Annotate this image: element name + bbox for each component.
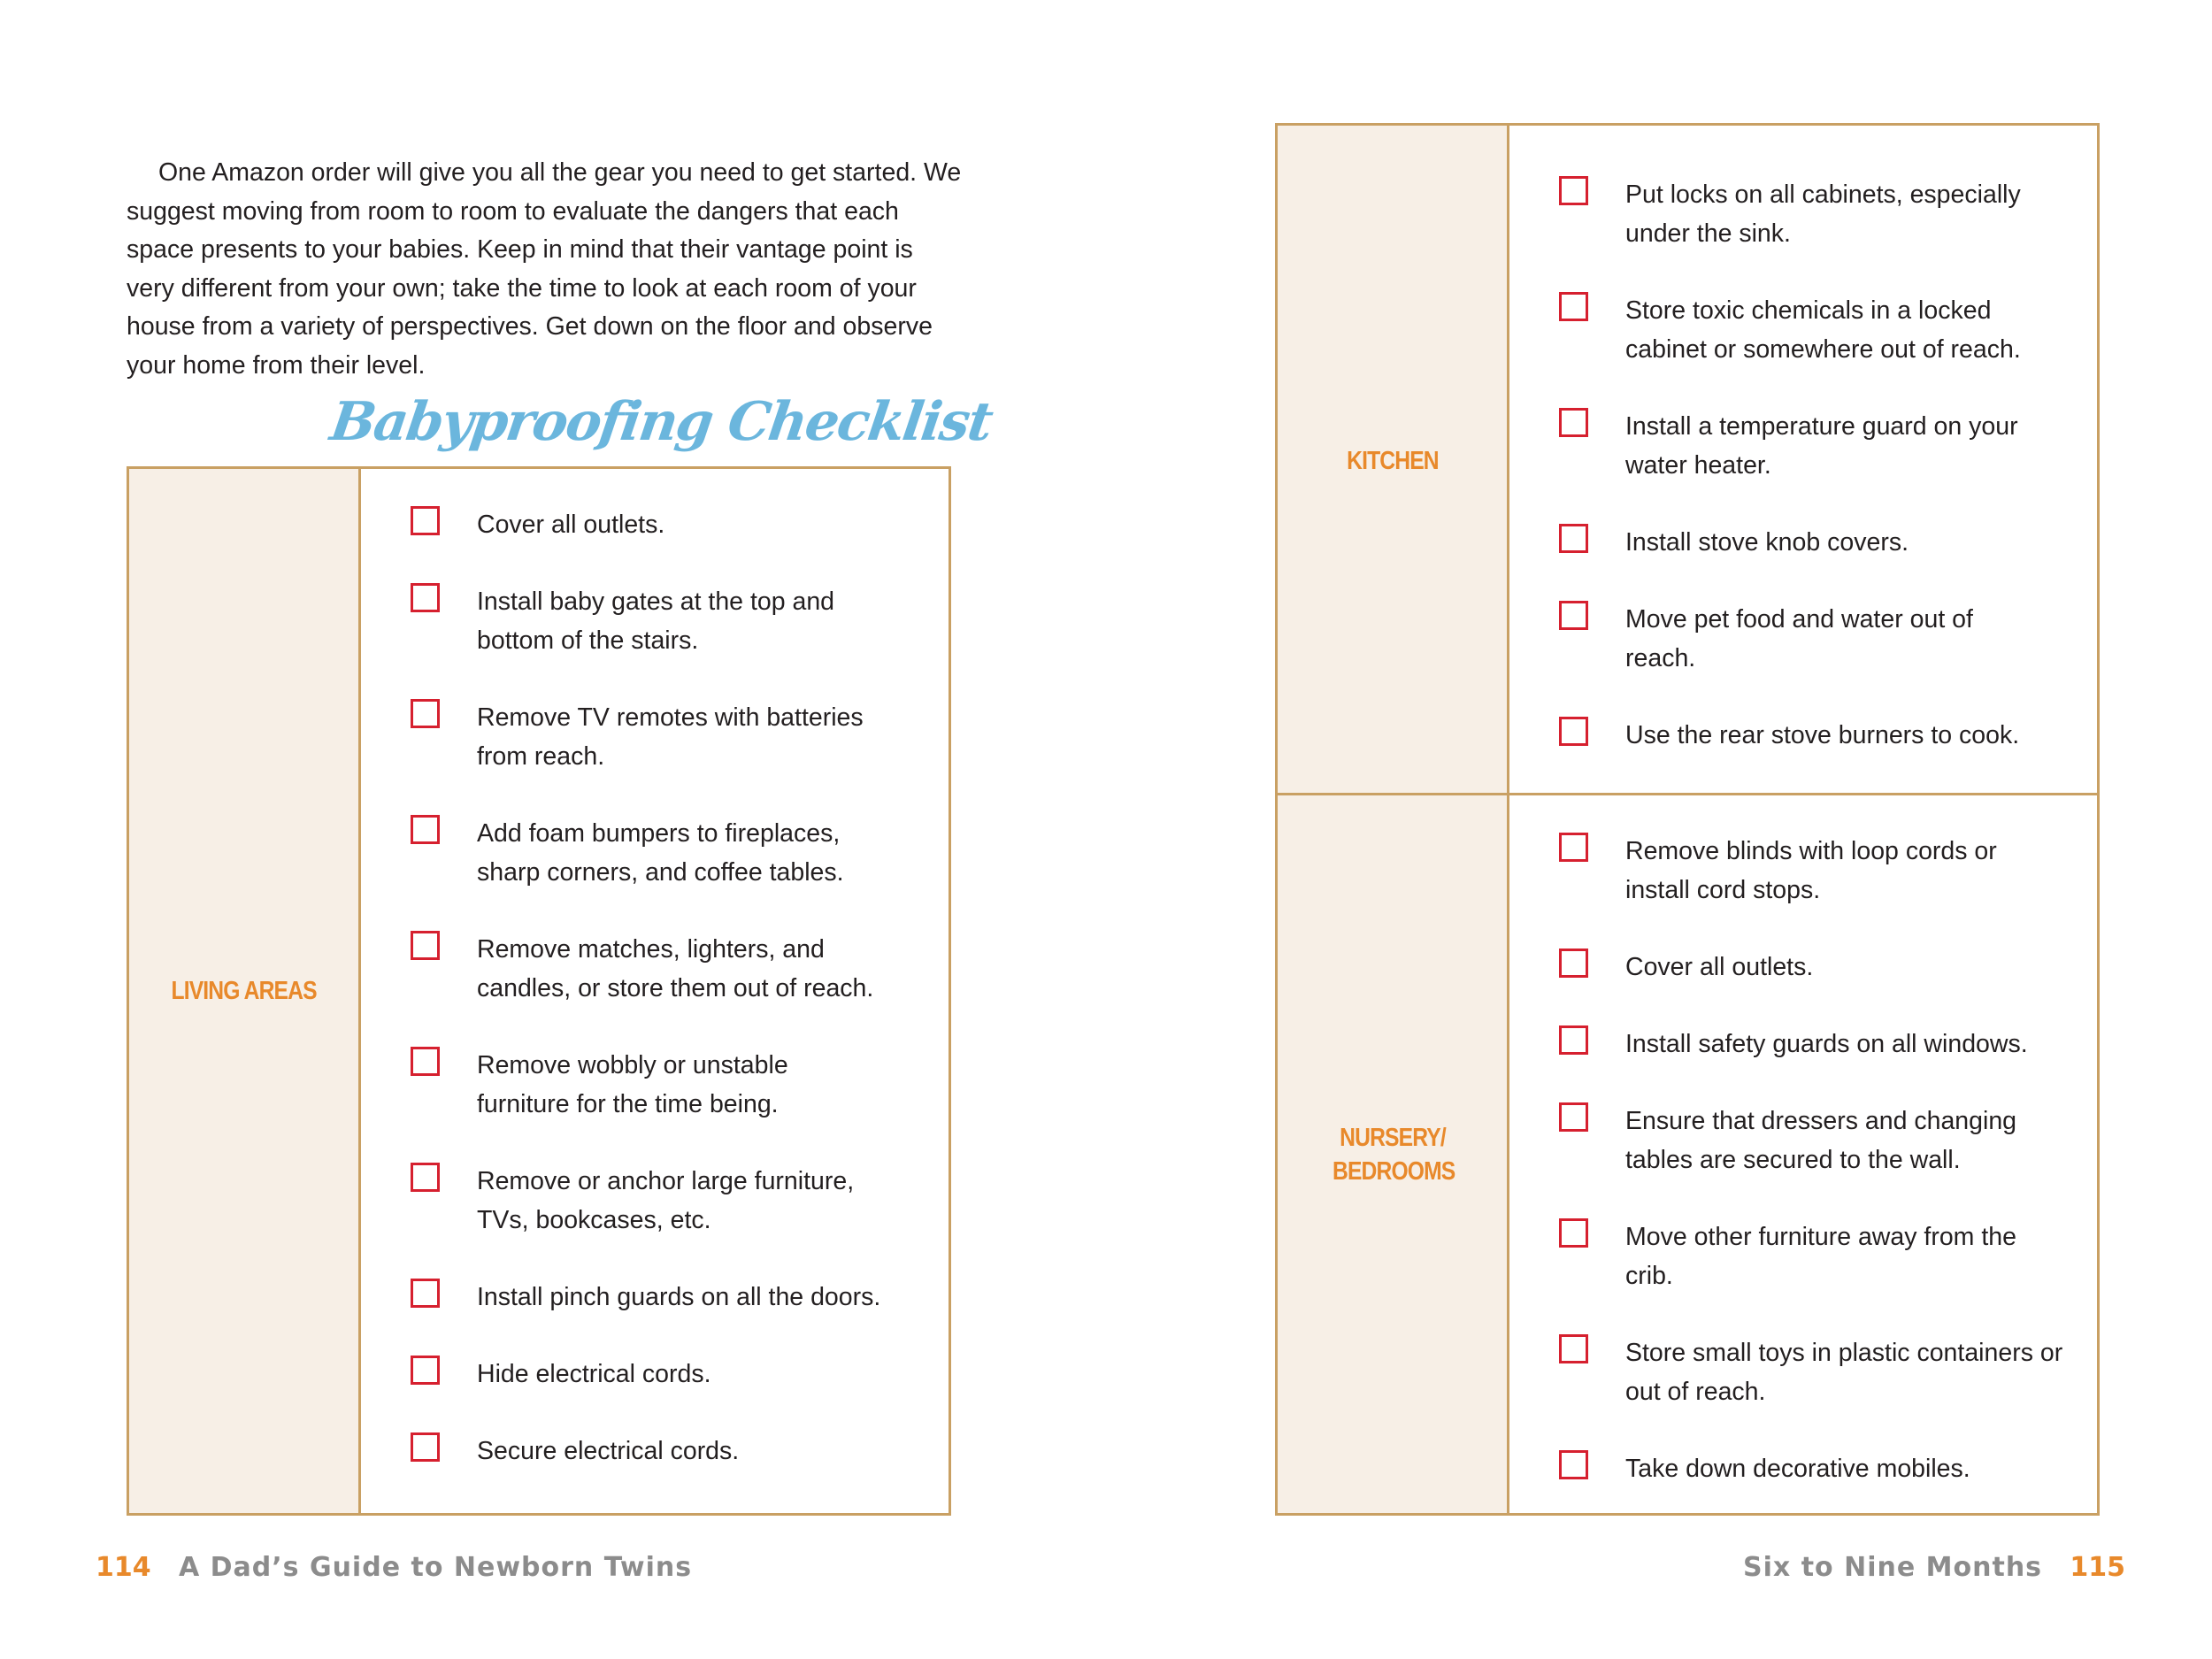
checklist-item-text: Install baby gates at the top and bottom of the stairs. [477,588,835,655]
checkbox[interactable] [1559,524,1588,553]
checklist-item-text: Remove matches, lighters, and candles, or store them out of reach. [477,935,874,1002]
section-living-areas [129,469,949,1513]
checkbox[interactable] [411,1163,440,1192]
section-label-nursery-bedrooms: NURSERY/ BEDROOMS [1332,1123,1455,1186]
checkbox[interactable] [411,699,440,728]
checkbox[interactable] [411,583,440,612]
section-label-cell [129,469,361,1513]
checkbox[interactable] [1559,601,1588,630]
checkbox[interactable] [411,506,440,535]
checklist-item-text: Remove wobbly or unstable furniture for the time being. [477,1051,788,1118]
checkbox[interactable] [1559,1218,1588,1248]
checkbox[interactable] [1559,408,1588,437]
checklist-items [361,469,949,1513]
checklist-item-text: Install pinch guards on all the doors. [477,1283,881,1311]
checkbox[interactable] [1559,833,1588,862]
running-title-left: A Dad’s Guide to Newborn Twins [178,1552,693,1583]
checkbox[interactable] [1559,1450,1588,1479]
section-label-cell [1278,795,1509,1513]
checklist-item-text: Cover all outlets. [1625,953,1814,981]
checkbox[interactable] [1559,1025,1588,1055]
checklist-item-text: Remove or anchor large furniture, TVs, bookcases, etc. [477,1167,855,1234]
section-nursery-bedrooms [1278,793,2097,1513]
section-kitchen [1278,126,2097,795]
intro-paragraph: One Amazon order will give you all the gear you need to get started. We suggest moving from room to room to evaluate the dangers that each space presents to your babies. Keep in mind that their vantage point is very different from your own; take the time to look at each room of your house from a variety of perspectives. Get down on the floor and observe your home from their level. [127,158,962,380]
section-label-cell [1278,126,1509,795]
checkbox[interactable] [1559,292,1588,321]
checklist-title: Babyproofing Checklist [326,391,995,453]
checklist-item-text: Install a temperature guard on your water heater. [1625,412,2018,480]
checklist-item-text: Use the rear stove burners to cook. [1625,721,2020,749]
checkbox[interactable] [1559,1334,1588,1363]
checkbox[interactable] [411,815,440,844]
checkbox[interactable] [1559,1102,1588,1132]
footer-left [96,1550,692,1586]
section-label-kitchen: KITCHEN [1346,446,1439,475]
living-areas-table [127,466,951,1516]
checkbox[interactable] [1559,176,1588,205]
checklist-item-text: Store small toys in plastic containers or out of reach. [1625,1339,2063,1406]
checklist-item-text: Move other furniture away from the crib. [1625,1223,2016,1290]
checklist-item-text: Install safety guards on all windows. [1625,1030,2028,1058]
checkbox[interactable] [411,1047,440,1076]
checklist-item-text: Install stove knob covers. [1625,528,1909,557]
checkbox[interactable] [411,1356,440,1385]
checkbox[interactable] [411,931,440,960]
checklist-items [1509,795,2097,1513]
page-number-left: 114 [96,1552,151,1583]
checklist-item-text: Hide electrical cords. [477,1360,711,1388]
footer-right [1743,1550,2125,1586]
kitchen-nursery-table [1275,123,2100,1516]
checklist-item-text: Take down decorative mobiles. [1625,1455,1970,1483]
checkbox[interactable] [411,1432,440,1462]
checklist-items [1509,126,2097,795]
checkbox[interactable] [411,1279,440,1308]
checklist-item-text: Move pet food and water out of reach. [1625,605,1973,672]
checklist-item-text: Add foam bumpers to fireplaces, sharp corners, and coffee tables. [477,819,844,887]
page-number-right: 115 [2070,1552,2125,1583]
section-label-living-areas: LIVING AREAS [171,977,317,1005]
checklist-item-text: Remove TV remotes with batteries from reach. [477,703,864,771]
checkbox[interactable] [1559,949,1588,978]
checklist-item-text: Ensure that dressers and changing tables are secured to the wall. [1625,1107,2017,1174]
checklist-item-text: Remove blinds with loop cords or install cord stops. [1625,837,1997,904]
checklist-item-text: Store toxic chemicals in a locked cabinet or somewhere out of reach. [1625,296,2021,364]
running-title-right: Six to Nine Months [1743,1552,2043,1583]
checklist-item-text: Cover all outlets. [477,511,665,539]
checkbox[interactable] [1559,717,1588,746]
checklist-item-text: Put locks on all cabinets, especially under the sink. [1625,180,2021,248]
checklist-item-text: Secure electrical cords. [477,1437,740,1465]
